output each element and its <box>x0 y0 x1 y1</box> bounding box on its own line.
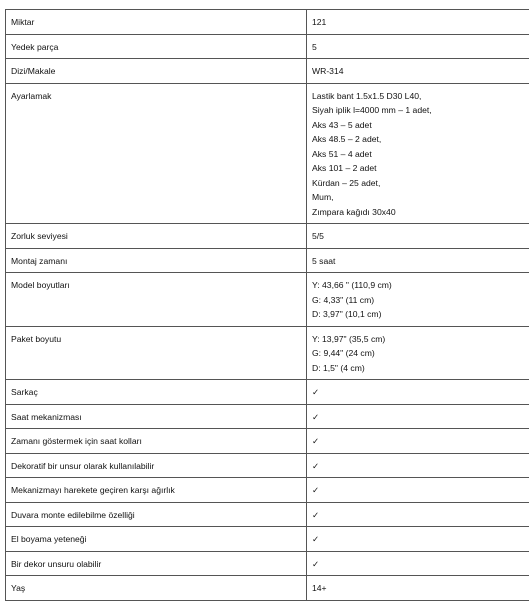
check-mark-icon: ✓ <box>312 508 529 523</box>
row-value <box>307 224 529 249</box>
row-value <box>307 380 529 405</box>
row-label: Yedek parça <box>6 34 307 59</box>
check-mark-icon: ✓ <box>312 557 529 572</box>
row-value <box>307 59 529 84</box>
table-row <box>6 34 529 59</box>
table-row <box>6 551 529 576</box>
row-label: Dizi/Makale <box>6 59 307 84</box>
value-line: Aks 48.5 – 2 adet, <box>312 132 529 147</box>
row-label: Model boyutları <box>6 273 307 327</box>
spec-table <box>5 9 529 601</box>
row-label: Zorluk seviyesi <box>6 224 307 249</box>
value-line: Aks 43 – 5 adet <box>312 118 529 133</box>
row-label: Zamanı göstermek için saat kolları <box>6 429 307 454</box>
row-label: Ayarlamak <box>6 83 307 224</box>
value-line: 5 saat <box>312 254 529 269</box>
table-row <box>6 404 529 429</box>
row-label: Duvara monte edilebilme özelliği <box>6 502 307 527</box>
row-label: Dekoratif bir unsur olarak kullanılabilir <box>6 453 307 478</box>
value-line: Aks 51 – 4 adet <box>312 147 529 162</box>
table-row <box>6 248 529 273</box>
value-line: Zımpara kağıdı 30x40 <box>312 205 529 220</box>
check-mark-icon: ✓ <box>312 459 529 474</box>
row-label: Sarkaç <box>6 380 307 405</box>
table-row <box>6 502 529 527</box>
table-row <box>6 326 529 380</box>
row-value <box>307 34 529 59</box>
table-row <box>6 380 529 405</box>
value-line: WR-314 <box>312 64 529 79</box>
spec-table-body <box>6 10 529 601</box>
row-value <box>307 83 529 224</box>
row-value <box>307 404 529 429</box>
value-line: Y: 43,66 " (110,9 cm) <box>312 278 529 293</box>
value-line: 14+ <box>312 581 529 596</box>
value-line: D: 1,5" (4 cm) <box>312 361 529 376</box>
value-line: 5 <box>312 40 529 55</box>
row-value <box>307 429 529 454</box>
row-value <box>307 551 529 576</box>
row-label: Paket boyutu <box>6 326 307 380</box>
table-row <box>6 429 529 454</box>
row-value <box>307 576 529 601</box>
row-value <box>307 248 529 273</box>
table-row <box>6 453 529 478</box>
row-value <box>307 527 529 552</box>
value-line: G: 4,33" (11 cm) <box>312 293 529 308</box>
row-value <box>307 502 529 527</box>
check-mark-icon: ✓ <box>312 385 529 400</box>
row-label: Mekanizmayı harekete geçiren karşı ağırlık <box>6 478 307 503</box>
check-mark-icon: ✓ <box>312 434 529 449</box>
value-line: Mum, <box>312 190 529 205</box>
table-row <box>6 478 529 503</box>
table-row <box>6 527 529 552</box>
value-line: D: 3,97" (10,1 cm) <box>312 307 529 322</box>
table-row <box>6 273 529 327</box>
table-row <box>6 10 529 35</box>
row-label: Miktar <box>6 10 307 35</box>
row-value <box>307 478 529 503</box>
value-line: 121 <box>312 15 529 30</box>
row-value <box>307 10 529 35</box>
row-value <box>307 453 529 478</box>
value-line: Kürdan – 25 adet, <box>312 176 529 191</box>
value-line: 5/5 <box>312 229 529 244</box>
row-label: El boyama yeteneği <box>6 527 307 552</box>
table-row <box>6 83 529 224</box>
table-row <box>6 59 529 84</box>
row-label: Bir dekor unsuru olabilir <box>6 551 307 576</box>
value-line: Y: 13,97" (35,5 cm) <box>312 332 529 347</box>
value-line: Lastik bant 1.5x1.5 D30 L40, <box>312 89 529 104</box>
value-line: Siyah iplik l=4000 mm – 1 adet, <box>312 103 529 118</box>
row-value <box>307 273 529 327</box>
table-row <box>6 576 529 601</box>
table-row <box>6 224 529 249</box>
check-mark-icon: ✓ <box>312 483 529 498</box>
check-mark-icon: ✓ <box>312 532 529 547</box>
row-label: Yaş <box>6 576 307 601</box>
row-label: Saat mekanizması <box>6 404 307 429</box>
check-mark-icon: ✓ <box>312 410 529 425</box>
row-label: Montaj zamanı <box>6 248 307 273</box>
row-value <box>307 326 529 380</box>
value-line: G: 9,44" (24 cm) <box>312 346 529 361</box>
value-line: Aks 101 – 2 adet <box>312 161 529 176</box>
